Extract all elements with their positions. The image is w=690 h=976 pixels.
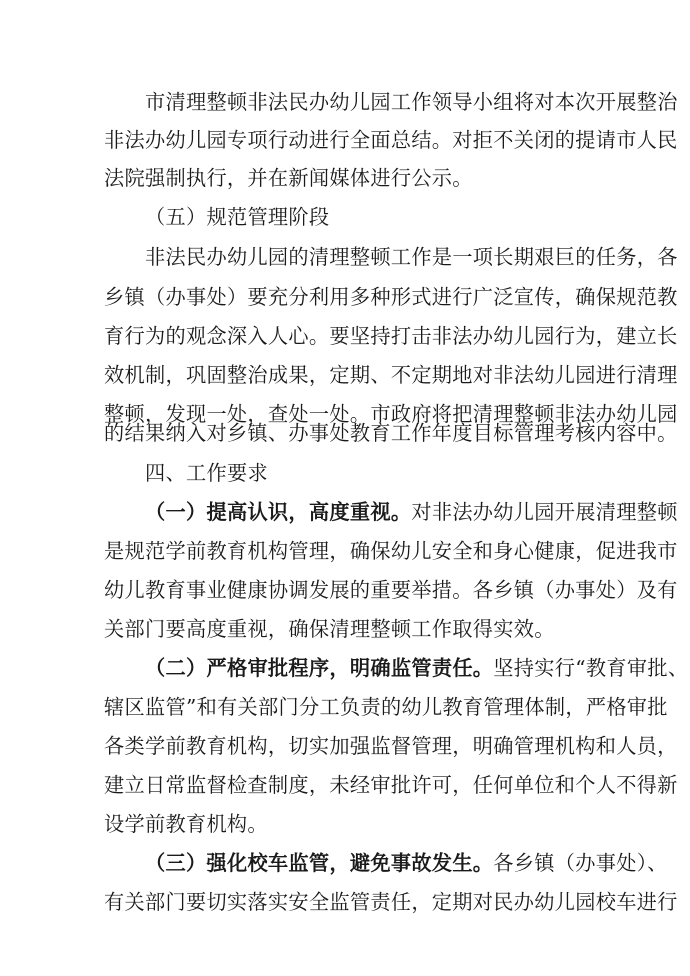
paragraph-line: 是规范学前教育机构管理，确保幼儿安全和身心健康，促进我市 xyxy=(104,539,678,563)
section-heading: （五）规范管理阶段 xyxy=(145,205,330,229)
paragraph-line: 整顿，发现一处，查处一处。市政府将把清理整顿非法办幼儿园 xyxy=(104,402,678,426)
paragraph-line: 育行为的观念深入人心。要坚持打击非法办幼儿园行为，建立长 xyxy=(104,324,678,348)
paragraph-text: 各乡镇（办事处）、 xyxy=(493,851,668,875)
section-heading: 四、工作要求 xyxy=(145,461,268,485)
paragraph-line: 非法办幼儿园专项行动进行全面总结。对拒不关闭的提请市人民 xyxy=(104,128,678,152)
paragraph-line xyxy=(145,848,668,878)
paragraph-line: 各类学前教育机构，切实加强监督管理，明确管理机构和人员， xyxy=(104,734,678,758)
paragraph-line: 非法民办幼儿园的清理整顿工作是一项长期艰巨的任务，各 xyxy=(145,245,678,269)
paragraph-line xyxy=(145,497,678,527)
paragraph-line: 法院强制执行，并在新闻媒体进行公示。 xyxy=(104,166,473,190)
paragraph-line: 的结果纳入对乡镇、办事处教育工作年度目标管理考核内容中。 xyxy=(104,421,678,445)
paragraph-line xyxy=(145,653,689,683)
paragraph-line: 市清理整顿非法民办幼儿园工作领导小组将对本次开展整治 xyxy=(145,90,678,114)
paragraph-line: 设学前教育机构。 xyxy=(104,812,268,836)
paragraph-text: 坚持实行“教育审批、 xyxy=(493,656,689,680)
paragraph-line: 辖区监管”和有关部门分工负责的幼儿教育管理体制，严格审批 xyxy=(104,695,668,719)
paragraph-line: 建立日常监督检查制度，未经审批许可，任何单位和个人不得新 xyxy=(104,773,678,797)
paragraph-line: 乡镇（办事处）要充分利用多种形式进行广泛宣传，确保规范教 xyxy=(104,285,678,309)
paragraph-line: 有关部门要切实落实安全监管责任，定期对民办幼儿园校车进行 xyxy=(104,890,678,914)
subsection-heading: （一）提高认识，高度重视。 xyxy=(145,500,412,524)
subsection-heading: （三）强化校车监管，避免事故发生。 xyxy=(145,851,494,875)
paragraph-line: 幼儿教育事业健康协调发展的重要举措。各乡镇（办事处）及有 xyxy=(104,578,678,602)
subsection-heading: （二）严格审批程序，明确监管责任。 xyxy=(145,656,494,680)
paragraph-text: 对非法办幼儿园开展清理整顿 xyxy=(411,500,678,524)
paragraph-line: 关部门要高度重视，确保清理整顿工作取得实效。 xyxy=(104,617,555,641)
paragraph-line: 效机制，巩固整治成果，定期、不定期地对非法幼儿园进行清理 xyxy=(104,363,678,387)
